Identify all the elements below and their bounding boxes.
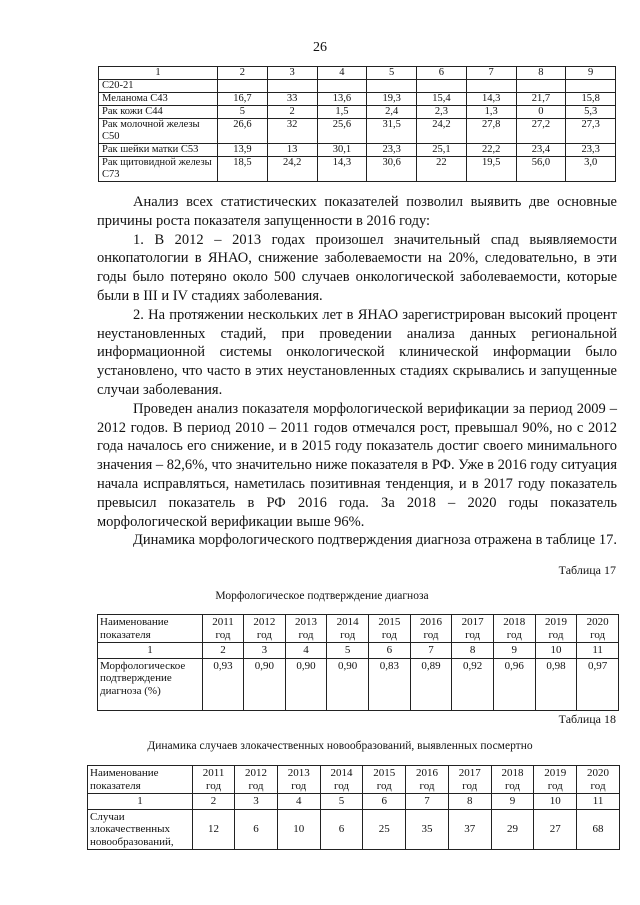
table-18-title: Динамика случаев злокачественных новообразований, выявленных посмертно — [147, 740, 533, 752]
top-table-value-cell: 14,3 — [466, 93, 516, 106]
top-table-row-name: Рак молочной железы С50 — [99, 119, 218, 144]
top-table-value-cell: 16,7 — [218, 93, 268, 106]
t18-row-name: Случаи злокачественных новообразований, — [88, 809, 193, 850]
top-table-value-cell — [516, 80, 566, 93]
top-table-value-cell: 25,6 — [317, 119, 367, 144]
t18-index-row — [88, 794, 620, 810]
top-table-row — [99, 157, 616, 182]
top-table-value-cell: 33 — [267, 93, 317, 106]
top-table-value-cell: 24,2 — [417, 119, 467, 144]
t18-name-header: Наименование показателя — [88, 766, 193, 794]
t17-year-header: 2017 год — [452, 615, 494, 643]
t17-index-cell: 5 — [327, 643, 369, 659]
top-table-row-name: Рак шейки матки С53 — [99, 144, 218, 157]
top-table-header-cell: 3 — [267, 67, 317, 80]
t18-year-header: 2016 год — [406, 766, 449, 794]
reason-2-paragraph: 2. На протяжении нескольких лет в ЯНАО зарегистрирован высокий процент неустановленных стадий, при проведении анализа данных региональной информационной системы онкологической клинической информации было установлено, что часто в этих неустановленных стадиях скрывались и запущенные случаи заболевания. — [97, 306, 617, 398]
table-18-label: Таблица 18 — [558, 712, 616, 726]
t18-index-cell: 7 — [406, 794, 449, 810]
top-table-value-cell — [317, 80, 367, 93]
top-table-value-cell: 56,0 — [516, 157, 566, 182]
t18-year-header: 2020 год — [577, 766, 620, 794]
top-table-value-cell: 19,5 — [466, 157, 516, 182]
top-table-value-cell: 15,4 — [417, 93, 467, 106]
t17-value-cell: 0,89 — [410, 658, 452, 710]
top-table-row-name: С20-21 — [99, 80, 218, 93]
top-table-value-cell: 5 — [218, 106, 268, 119]
top-table-value-cell: 27,8 — [466, 119, 516, 144]
t18-value-cell: 29 — [491, 809, 534, 850]
top-table-value-cell: 18,5 — [218, 157, 268, 182]
t17-value-cell: 0,90 — [327, 658, 369, 710]
top-table-header-cell: 1 — [99, 67, 218, 80]
t17-year-header: 2013 год — [285, 615, 327, 643]
t17-index-cell: 9 — [493, 643, 535, 659]
top-table-value-cell: 19,3 — [367, 93, 417, 106]
t18-index-cell: 6 — [363, 794, 406, 810]
t17-name-header: Наименование показателя — [98, 615, 203, 643]
top-table-value-cell: 26,6 — [218, 119, 268, 144]
top-table-value-cell: 31,5 — [367, 119, 417, 144]
top-table-header-cell: 5 — [367, 67, 417, 80]
top-table-value-cell: 27,2 — [516, 119, 566, 144]
morphological-confirmation-table — [97, 614, 619, 711]
top-table-value-cell: 1,3 — [466, 106, 516, 119]
top-table-value-cell: 21,7 — [516, 93, 566, 106]
top-table-row-name: Меланома С43 — [99, 93, 218, 106]
top-table-value-cell: 22,2 — [466, 144, 516, 157]
t17-value-cell: 0,83 — [369, 658, 411, 710]
t18-value-cell: 25 — [363, 809, 406, 850]
t17-index-cell: 11 — [577, 643, 619, 659]
t17-value-cell: 0,90 — [285, 658, 327, 710]
dynamics-paragraph: Динамика морфологического подтверждения диагноза отражена в таблице 17. — [133, 532, 617, 549]
t18-value-cell: 6 — [235, 809, 278, 850]
top-table-value-cell: 5,3 — [566, 106, 616, 119]
t18-value-cell: 35 — [406, 809, 449, 850]
top-table-value-cell — [417, 80, 467, 93]
postmortem-cases-table — [87, 765, 620, 850]
top-table-value-cell: 14,3 — [317, 157, 367, 182]
top-table-value-cell — [267, 80, 317, 93]
t17-index-cell: 10 — [535, 643, 577, 659]
t18-year-header: 2012 год — [235, 766, 278, 794]
t18-index-cell: 10 — [534, 794, 577, 810]
t17-index-cell: 8 — [452, 643, 494, 659]
cancer-rates-table — [98, 66, 616, 182]
top-table-row — [99, 144, 616, 157]
top-table-value-cell: 23,3 — [367, 144, 417, 157]
t18-value-cell: 10 — [277, 809, 320, 850]
t18-index-cell: 2 — [193, 794, 235, 810]
top-table-header-cell: 2 — [218, 67, 268, 80]
top-table-value-cell: 24,2 — [267, 157, 317, 182]
t18-value-cell: 37 — [448, 809, 491, 850]
top-table-value-cell: 2,3 — [417, 106, 467, 119]
top-table-value-cell: 15,8 — [566, 93, 616, 106]
t17-year-header: 2015 год — [369, 615, 411, 643]
top-table-value-cell: 13,6 — [317, 93, 367, 106]
t17-value-cell: 0,96 — [493, 658, 535, 710]
top-table-value-cell: 1,5 — [317, 106, 367, 119]
top-table-header-row — [99, 67, 616, 80]
top-table-value-cell: 22 — [417, 157, 467, 182]
top-table-value-cell: 3,0 — [566, 157, 616, 182]
t17-year-header: 2011 год — [203, 615, 244, 643]
t17-data-row — [98, 658, 619, 710]
top-table-row — [99, 106, 616, 119]
top-table-value-cell — [218, 80, 268, 93]
t18-index-cell: 8 — [448, 794, 491, 810]
t17-header-row — [98, 615, 619, 643]
top-table-value-cell: 2 — [267, 106, 317, 119]
intro-paragraph: Анализ всех статистических показателей позволил выявить две основные причины роста показателя запущенности в 2016 году: — [97, 194, 617, 229]
t18-year-header: 2011 год — [193, 766, 235, 794]
top-table-row — [99, 119, 616, 144]
t17-index-cell: 2 — [203, 643, 244, 659]
body-text — [97, 193, 617, 550]
top-table-row — [99, 93, 616, 106]
t17-year-header: 2012 год — [244, 615, 286, 643]
top-table-value-cell — [566, 80, 616, 93]
t17-year-header: 2018 год — [493, 615, 535, 643]
top-table-value-cell: 27,3 — [566, 119, 616, 144]
top-table-value-cell — [367, 80, 417, 93]
top-table-value-cell: 13 — [267, 144, 317, 157]
top-table-value-cell: 23,4 — [516, 144, 566, 157]
table-17-label: Таблица 17 — [558, 563, 616, 577]
top-table-row-name: Рак кожи С44 — [99, 106, 218, 119]
t18-year-header: 2019 год — [534, 766, 577, 794]
top-table-value-cell: 0 — [516, 106, 566, 119]
top-table-row-name: Рак щитовидной железы С73 — [99, 157, 218, 182]
t17-index-row — [98, 643, 619, 659]
t17-row-name: Морфологическое подтверждение диагноза (%) — [98, 658, 203, 710]
top-table-value-cell: 23,3 — [566, 144, 616, 157]
t17-index-cell: 1 — [98, 643, 203, 659]
t17-value-cell: 0,90 — [244, 658, 286, 710]
t17-value-cell: 0,93 — [203, 658, 244, 710]
t18-index-cell: 9 — [491, 794, 534, 810]
t18-value-cell: 27 — [534, 809, 577, 850]
top-table-value-cell: 25,1 — [417, 144, 467, 157]
top-table-value-cell: 30,6 — [367, 157, 417, 182]
top-table-value-cell: 30,1 — [317, 144, 367, 157]
top-table-value-cell: 32 — [267, 119, 317, 144]
t17-year-header: 2014 год — [327, 615, 369, 643]
table-17-title: Морфологическое подтверждение диагноза — [215, 590, 429, 602]
t17-year-header: 2020 год — [577, 615, 619, 643]
top-table-header-cell: 8 — [516, 67, 566, 80]
t18-index-cell: 4 — [277, 794, 320, 810]
t17-value-cell: 0,97 — [577, 658, 619, 710]
t18-index-cell: 11 — [577, 794, 620, 810]
top-table-header-cell: 4 — [317, 67, 367, 80]
t17-index-cell: 3 — [244, 643, 286, 659]
top-table-row — [99, 80, 616, 93]
t18-index-cell: 5 — [320, 794, 363, 810]
top-table-value-cell: 2,4 — [367, 106, 417, 119]
top-table-value-cell: 13,9 — [218, 144, 268, 157]
t18-year-header: 2014 год — [320, 766, 363, 794]
top-table-value-cell — [466, 80, 516, 93]
t17-index-cell: 4 — [285, 643, 327, 659]
t17-value-cell: 0,98 — [535, 658, 577, 710]
verification-analysis-paragraph: Проведен анализ показателя морфологической верификации за период 2009 – 2012 годов. В период 2010 – 2011 годов отмечался рост, превышал 90%, но с 2012 года началось его снижение, и в 2015 году показатель достиг своего минимального значения – 82,6%, что значительно ниже показателя в РФ. Уже в 2016 году ситуация начала исправляться, наметилась позитивная тенденция, и в 2017 году показатель превысил показатель в РФ 2016 года. За 2018 – 2020 годы показатель морфологической верификации выше 96%. — [97, 400, 617, 530]
t17-year-header: 2019 год — [535, 615, 577, 643]
top-table-header-cell: 9 — [566, 67, 616, 80]
t18-year-header: 2018 год — [491, 766, 534, 794]
t18-value-cell: 68 — [577, 809, 620, 850]
t18-year-header: 2013 год — [277, 766, 320, 794]
t18-value-cell: 6 — [320, 809, 363, 850]
t18-index-cell: 3 — [235, 794, 278, 810]
t18-header-row — [88, 766, 620, 794]
t18-year-header: 2017 год — [448, 766, 491, 794]
top-table-header-cell: 7 — [466, 67, 516, 80]
t18-data-row — [88, 809, 620, 850]
t17-year-header: 2016 год — [410, 615, 452, 643]
t17-value-cell: 0,92 — [452, 658, 494, 710]
t17-index-cell: 6 — [369, 643, 411, 659]
t18-value-cell: 12 — [193, 809, 235, 850]
page-number: 26 — [313, 40, 327, 55]
t17-index-cell: 7 — [410, 643, 452, 659]
t18-year-header: 2015 год — [363, 766, 406, 794]
top-table-header-cell: 6 — [417, 67, 467, 80]
reason-1-paragraph: 1. В 2012 – 2013 годах произошел значительный спад выявляемости онкопатологии в ЯНАО, снижение заболеваемости на 20%, следовательно, в эти годы было потеряно около 500 случаев онкологической заболеваемости, которые были в III и IV стадиях заболевания. — [97, 231, 617, 304]
t18-index-cell: 1 — [88, 794, 193, 810]
